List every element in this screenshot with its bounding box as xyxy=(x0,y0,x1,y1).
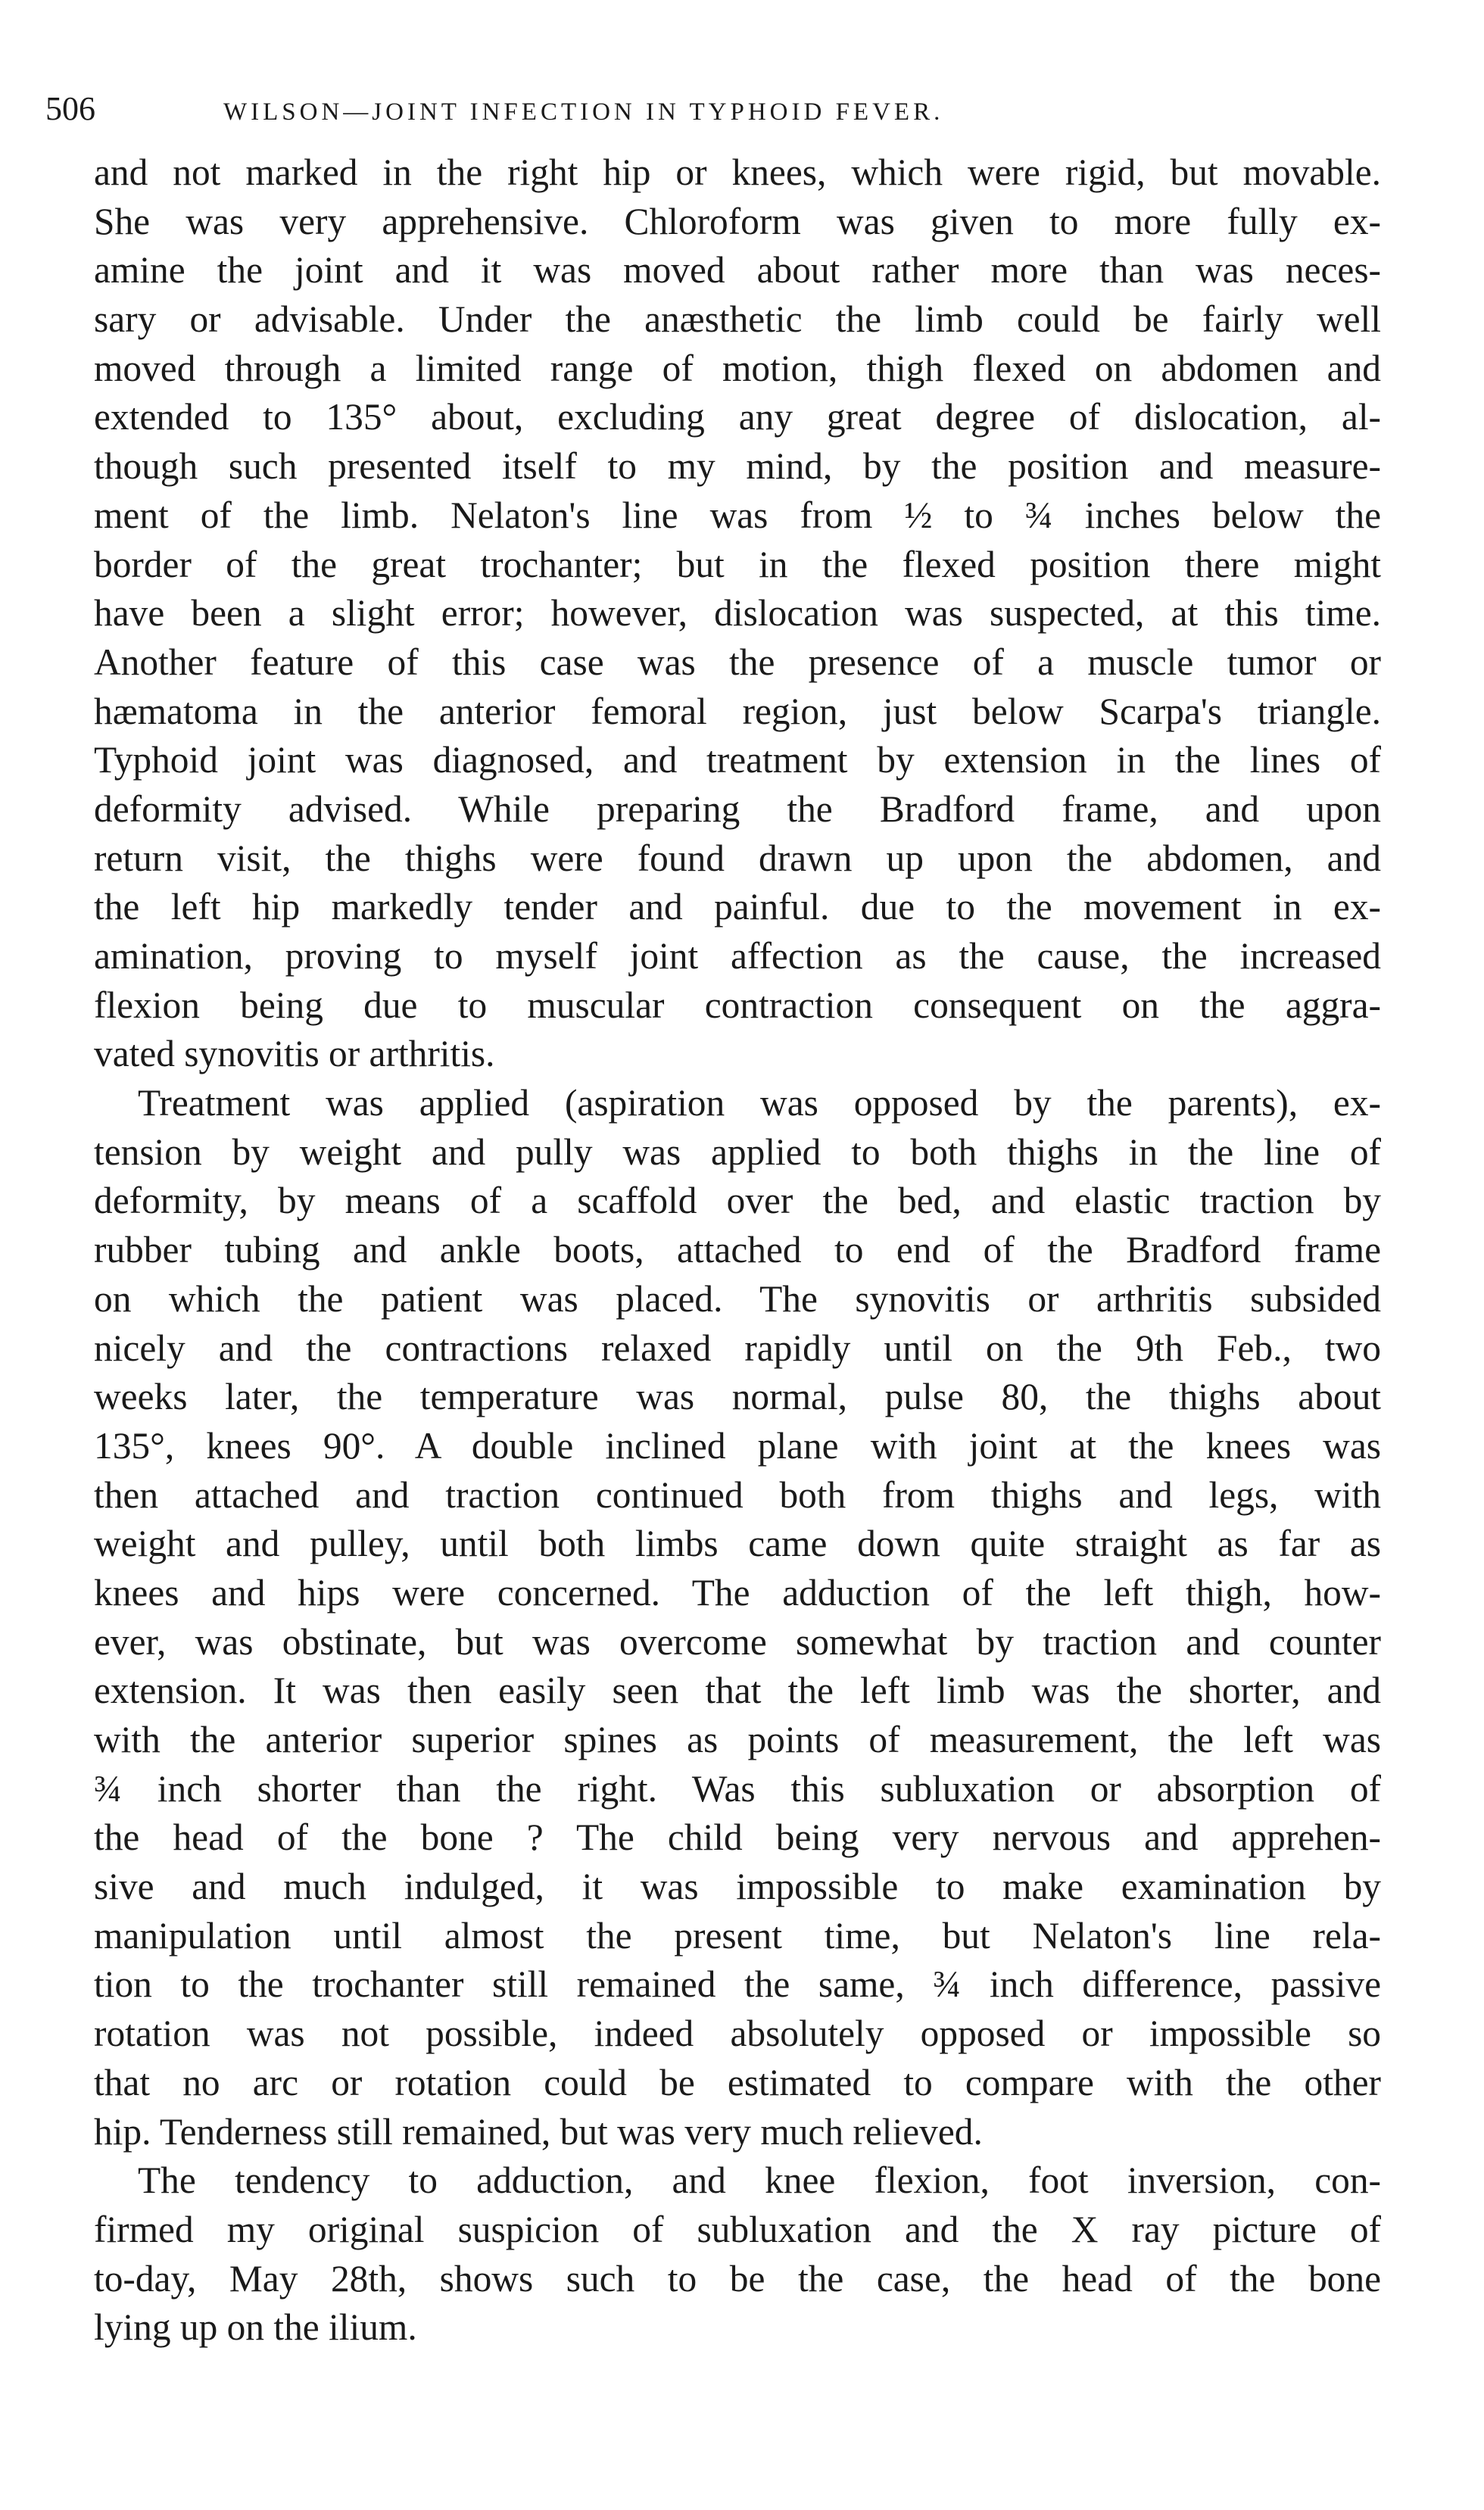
text-line: She was very apprehensive. Chloroform was given to more fully ex- xyxy=(94,200,1381,242)
text-line: vated synovitis or arthritis. xyxy=(94,1033,495,1075)
paragraph-3 xyxy=(94,2156,1381,2353)
text-line: amine the joint and it was moved about rather more than was neces- xyxy=(94,249,1381,292)
text-line: deformity, by means of a scaffold over the bed, and elastic traction by xyxy=(94,1180,1381,1222)
text-line: hæmatoma in the anterior femoral region, just below Scarpa's triangle. xyxy=(94,690,1381,732)
text-line: ¾ inch shorter than the right. Was this subluxation or absorption of xyxy=(94,1767,1381,1810)
text-line: the left hip markedly tender and painful. due to the movement in ex- xyxy=(94,886,1381,928)
page-number: 506 xyxy=(45,90,95,127)
text-line: sive and much indulged, it was impossible to make examination by xyxy=(94,1866,1381,1908)
text-line: Another feature of this case was the presence of a muscle tumor or xyxy=(94,641,1381,683)
paragraph-1 xyxy=(94,148,1381,1079)
text-line: weight and pulley, until both limbs came down quite straight as far as xyxy=(94,1523,1381,1565)
text-line: extension. It was then easily seen that the left limb was the shorter, and xyxy=(94,1670,1381,1712)
text-line: extended to 135° about, excluding any great degree of dislocation, al- xyxy=(94,396,1381,438)
text-line: ever, was obstinate, but was overcome somewhat by traction and counter xyxy=(94,1620,1381,1663)
running-title: WILSON—JOINT INFECTION IN TYPHOID FEVER. xyxy=(223,98,944,126)
paragraph-2 xyxy=(94,1079,1381,2156)
text-line: nicely and the contractions relaxed rapidly until on the 9th Feb., two xyxy=(94,1327,1381,1369)
text-line: on which the patient was placed. The synovitis or arthritis subsided xyxy=(94,1277,1381,1320)
text-line: return visit, the thighs were found drawn up upon the abdomen, and xyxy=(94,837,1381,879)
text-line: ment of the limb. Nelaton's line was from ½ to ¾ inches below the xyxy=(94,494,1381,536)
text-line: rubber tubing and ankle boots, attached to end of the Bradford frame xyxy=(94,1229,1381,1271)
text-line: hip. Tenderness still remained, but was very much relieved. xyxy=(94,2110,983,2153)
text-line: Typhoid joint was diagnosed, and treatment by extension in the lines of xyxy=(94,739,1381,781)
text-line: border of the great trochanter; but in the flexed position there might xyxy=(94,543,1381,585)
text-line: deformity advised. While preparing the Bradford frame, and upon xyxy=(94,787,1381,830)
text-line: moved through a limited range of motion, thigh flexed on abdomen and xyxy=(94,347,1381,389)
text-line: Treatment was applied (aspiration was opposed by the parents), ex- xyxy=(138,1082,1381,1124)
text-line: manipulation until almost the present time, but Nelaton's line rela- xyxy=(94,1914,1381,1957)
text-line: flexion being due to muscular contraction consequent on the aggra- xyxy=(94,984,1381,1026)
text-line: with the anterior superior spines as points of measurement, the left was xyxy=(94,1719,1381,1760)
text-line: to-day, May 28th, shows such to be the case, the head of the bone xyxy=(94,2257,1381,2300)
text-line: The tendency to adduction, and knee flexion, foot inversion, con- xyxy=(138,2159,1381,2202)
text-line: firmed my original suspicion of subluxation and the X ray picture of xyxy=(94,2208,1381,2250)
text-line: have been a slight error; however, dislocation was suspected, at this time. xyxy=(94,592,1381,635)
text-line: that no arc or rotation could be estimated to compare with the other xyxy=(94,2061,1381,2103)
text-line: weeks later, the temperature was normal, pulse 80, the thighs about xyxy=(94,1376,1381,1418)
text-line: 135°, knees 90°. A double inclined plane with joint at the knees was xyxy=(94,1424,1381,1467)
text-line: lying up on the ilium. xyxy=(94,2306,417,2349)
text-line: sary or advisable. Under the anæsthetic the limb could be fairly well xyxy=(94,298,1381,341)
text-line: though such presented itself to my mind, by the position and measure- xyxy=(94,445,1381,488)
text-line: knees and hips were concerned. The adduction of the left thigh, how- xyxy=(94,1571,1381,1614)
text-line: tion to the trochanter still remained the same, ¾ inch difference, passive xyxy=(94,1963,1381,2006)
text-line: then attached and traction continued both from thighs and legs, with xyxy=(94,1473,1381,1516)
running-head xyxy=(45,89,1401,135)
body-text xyxy=(94,148,1381,2353)
text-line: amination, proving to myself joint affection as the cause, the increased xyxy=(94,935,1381,977)
text-line: and not marked in the right hip or knees, which were rigid, but movable. xyxy=(94,151,1381,193)
text-line: the head of the bone ? The child being very nervous and apprehen- xyxy=(94,1816,1381,1859)
text-line: rotation was not possible, indeed absolutely opposed or impossible so xyxy=(94,2013,1381,2055)
text-line: tension by weight and pully was applied to both thighs in the line of xyxy=(94,1130,1381,1173)
